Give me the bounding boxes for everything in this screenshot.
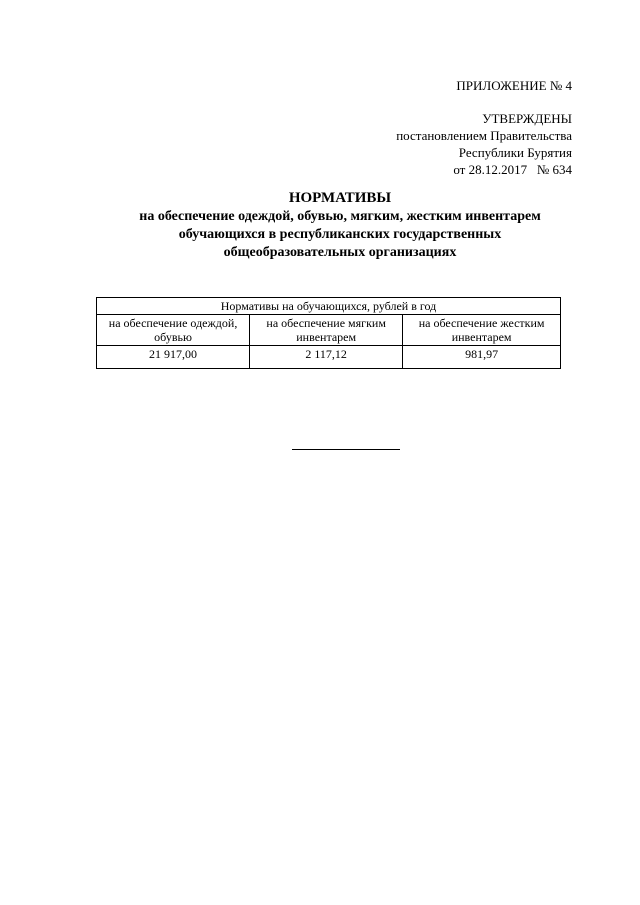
approval-line-resolution: постановлением Правительства [396, 128, 572, 143]
end-divider-line [292, 449, 400, 450]
table-row [97, 346, 561, 369]
column-hard-inventory: на обеспечение жестким инвентарем [403, 315, 561, 346]
value-clothing-footwear: 21 917,00 [97, 346, 250, 369]
table-header-cell: Нормативы на обучающихся, рублей в год [97, 298, 561, 315]
annex-label: ПРИЛОЖЕНИЕ № 4 [456, 78, 572, 93]
document-title [60, 189, 620, 262]
approval-block [396, 110, 572, 178]
approval-line-republic: Республики Бурятия [458, 145, 572, 160]
norms-table [96, 297, 561, 369]
title-main: НОРМАТИВЫ [288, 190, 392, 206]
title-subtitle-line-3: общеобразовательных организациях [223, 245, 457, 260]
value-soft-inventory: 2 117,12 [250, 346, 403, 369]
title-subtitle-line-1: на обеспечение одеждой, обувью, мягким, жестким инвентарем [139, 209, 541, 224]
title-subtitle-line-2: обучающихся в республиканских государственных [178, 227, 502, 242]
approval-line-approved: УТВЕРЖДЕНЫ [482, 111, 572, 126]
column-soft-inventory: на обеспечение мягким инвентарем [250, 315, 403, 346]
table-header-row [97, 298, 561, 315]
column-clothing-footwear: на обеспечение одеждой, обувью [97, 315, 250, 346]
table-columns-row [97, 315, 561, 346]
value-hard-inventory: 981,97 [403, 346, 561, 369]
approval-line-date: от 28.12.2017 № 634 [453, 162, 572, 177]
